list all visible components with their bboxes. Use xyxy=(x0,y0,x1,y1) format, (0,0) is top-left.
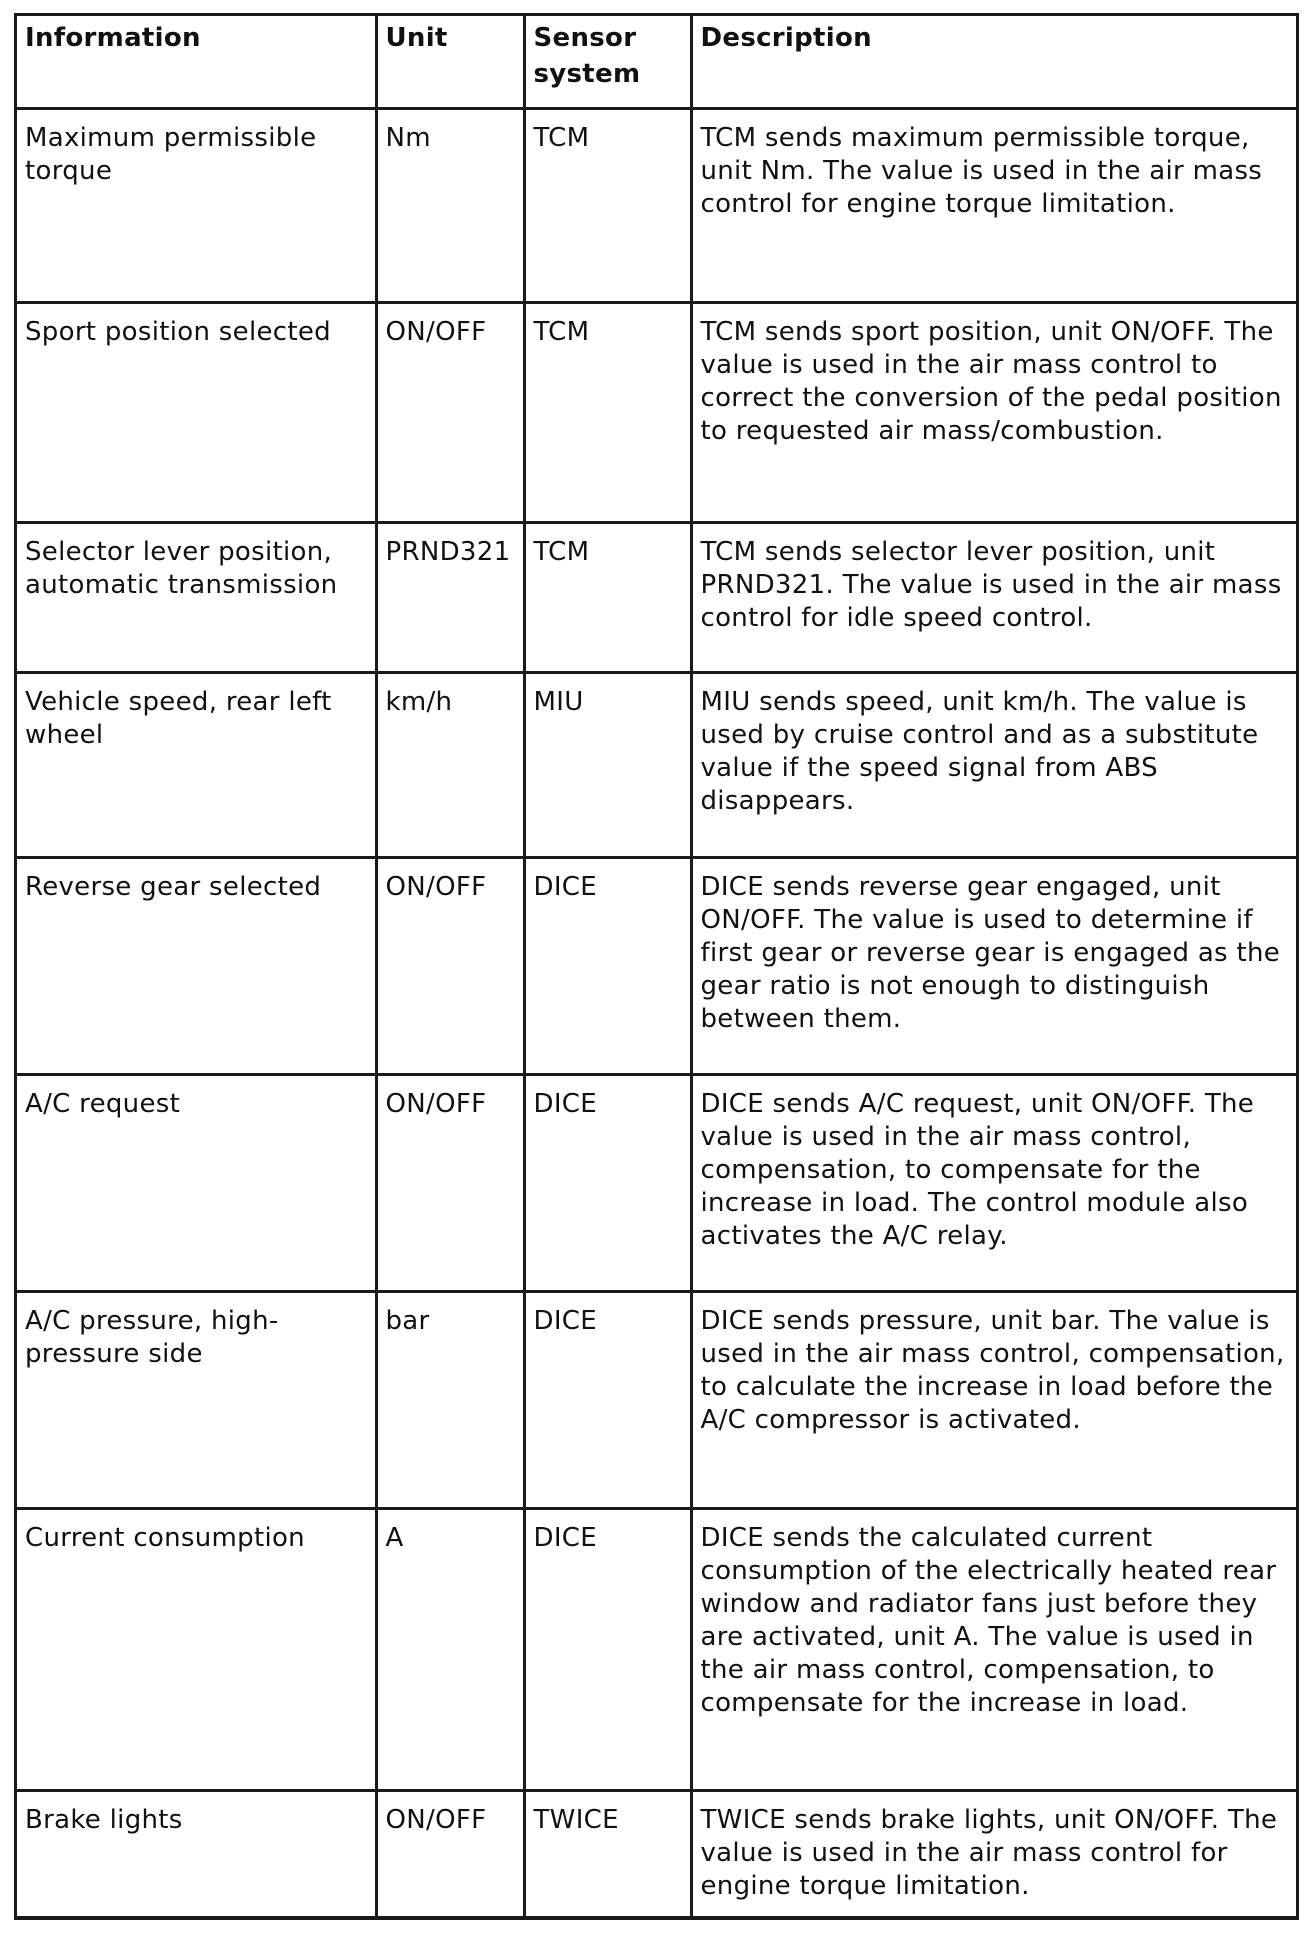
cell-unit: ON/OFF xyxy=(376,1074,524,1291)
cell-information: Reverse gear selected xyxy=(17,857,376,1074)
cell-sensor-system: DICE xyxy=(524,1291,691,1508)
cell-description: TCM sends maximum permissible torque, unit Nm. The value is used in the air mass control for engine torque limitation. xyxy=(691,108,1296,302)
cell-sensor-system: DICE xyxy=(524,1508,691,1790)
table-row xyxy=(17,522,1296,672)
cell-information: Current consumption xyxy=(17,1508,376,1790)
cell-description: TCM sends sport position, unit ON/OFF. The value is used in the air mass control to correct the conversion of the pedal position to requested air mass/combustion. xyxy=(691,302,1296,522)
signal-table xyxy=(17,16,1296,1916)
cell-information: Brake lights xyxy=(17,1790,376,1916)
header-unit: Unit xyxy=(376,16,524,108)
header-sensor-system: Sensor system xyxy=(524,16,691,108)
table-row xyxy=(17,857,1296,1074)
cell-description: TCM sends selector lever position, unit PRND321. The value is used in the air mass control for idle speed control. xyxy=(691,522,1296,672)
header-description: Description xyxy=(691,16,1296,108)
table-header-row xyxy=(17,16,1296,108)
cell-unit: Nm xyxy=(376,108,524,302)
cell-description: TWICE sends brake lights, unit ON/OFF. The value is used in the air mass control for engine torque limitation. xyxy=(700,1804,1278,1901)
cell-unit: ON/OFF xyxy=(376,857,524,1074)
cell-unit: km/h xyxy=(376,672,524,857)
cell-sensor-system: TCM xyxy=(524,522,691,672)
cell-information: Sport position selected xyxy=(17,302,376,522)
table-row xyxy=(17,672,1296,857)
cell-unit: ON/OFF xyxy=(376,302,524,522)
cell-information: Vehicle speed, rear left wheel xyxy=(17,672,376,857)
cell-description: DICE sends reverse gear engaged, unit ON/OFF. The value is used to determine if first gear or reverse gear is engaged as the gear ratio is not enough to distinguish between them. xyxy=(691,857,1296,1074)
cell-unit: ON/OFF xyxy=(376,1790,524,1916)
cell-unit: A xyxy=(376,1508,524,1790)
cell-sensor-system: DICE xyxy=(524,857,691,1074)
cell-information: A/C pressure, high-pressure side xyxy=(17,1291,376,1508)
cell-sensor-system: TCM xyxy=(524,302,691,522)
cell-description: DICE sends A/C request, unit ON/OFF. The value is used in the air mass control, compensation, to compensate for the increase in load. The control module also activates the A/C relay. xyxy=(691,1074,1296,1291)
table-row xyxy=(17,1790,1296,1916)
table-row xyxy=(17,1074,1296,1291)
cell-unit: PRND321 xyxy=(376,522,524,672)
cell-sensor-system: TCM xyxy=(524,108,691,302)
cell-description: DICE sends the calculated current consumption of the electrically heated rear window and radiator fans just before they are activated, unit A. The value is used in the air mass control, compensation, to compensate for the increase in load. xyxy=(691,1508,1296,1790)
signal-table-frame xyxy=(14,13,1299,1920)
table-row xyxy=(17,1508,1296,1790)
table-row xyxy=(17,302,1296,522)
cell-unit: bar xyxy=(376,1291,524,1508)
table-row xyxy=(17,1291,1296,1508)
cell-sensor-system: DICE xyxy=(524,1074,691,1291)
cell-information: A/C request xyxy=(17,1074,376,1291)
table-row xyxy=(17,108,1296,302)
cell-sensor-system: TWICE xyxy=(524,1790,691,1916)
cell-sensor-system: MIU xyxy=(524,672,691,857)
cell-description: MIU sends speed, unit km/h. The value is used by cruise control and as a substitute value if the speed signal from ABS disappears. xyxy=(691,672,1296,857)
cell-description: DICE sends pressure, unit bar. The value is used in the air mass control, compensation, to calculate the increase in load before the A/C compressor is activated. xyxy=(691,1291,1296,1508)
cell-information: Selector lever position, automatic transmission xyxy=(17,522,376,672)
header-information: Information xyxy=(17,16,376,108)
cell-information: Maximum permissible torque xyxy=(17,108,376,302)
